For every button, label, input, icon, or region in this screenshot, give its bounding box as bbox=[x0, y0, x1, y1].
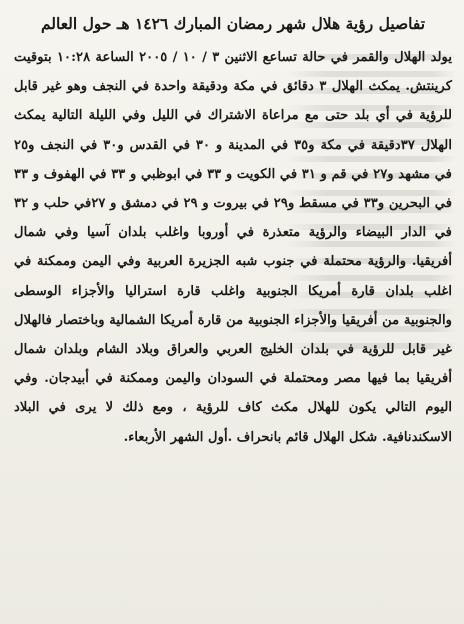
document-title: تفاصيل رؤية هلال شهر رمضان المبارك ١٤٢٦ هـ حول العالم bbox=[40, 14, 426, 33]
document-body: يولد الهلال والقمر في حالة تساعع الاثنين ٣ / ١٠ / ٢٠٠٥ الساعة ١٠:٢٨ بتوقيت كرينتش. يمكث الهلال ٣ دقائق في مكة ودقيقة واحدة في النجف وهو غير قابل للرؤية في أي بلد حتى مع مراعاة الاشتراك في الليل وفي الليلة التالية يمكث الهلال ٣٧دقيقة في مكة و٣٥ في المدينة و ٣٠ في القدس و٣٠ في النجف و٢٥ في مشهد و٢٧ في قم و ٣١ في الكويت و ٣٣ في ابوظبي و ٣٣ في الهفوف و ٣٣ في البحرين و٣٣ في مسقط و٢٩ في بيروت و ٢٩ في دمشق و ٢٧في حلب و ٣٢ في الدار البيضاء والرؤية متعذرة في أوروبا واغلب بلدان آسيا وفي شمال أفريقيا. والرؤية محتملة في جنوب شبه الجزيرة العربية وفي اليمن وممكنة في اغلب بلدان قارة أمريكا الجنوبية واغلب قارة استراليا والأجزاء الوسطى والجنوبية من أفريقيا والأجزاء الجنوبية من قارة أمريكا الشمالية وباختصار فالهلال غير قابل للرؤية في بلدان الخليج العربي والعراق وبلاد الشام وبلدان شمال أفريقيا بما فيها مصر ومحتملة في السودان واليمن وممكنة في أبيدجان. وفي اليوم التالي يكون للهلال مكث كاف للرؤية ، ومع ذلك لا يرى في البلاد الاسكندنافية. شكل الهلال قائم بانحراف .أول الشهر الأربعاء. bbox=[14, 50, 453, 445]
document-content bbox=[14, 10, 452, 452]
